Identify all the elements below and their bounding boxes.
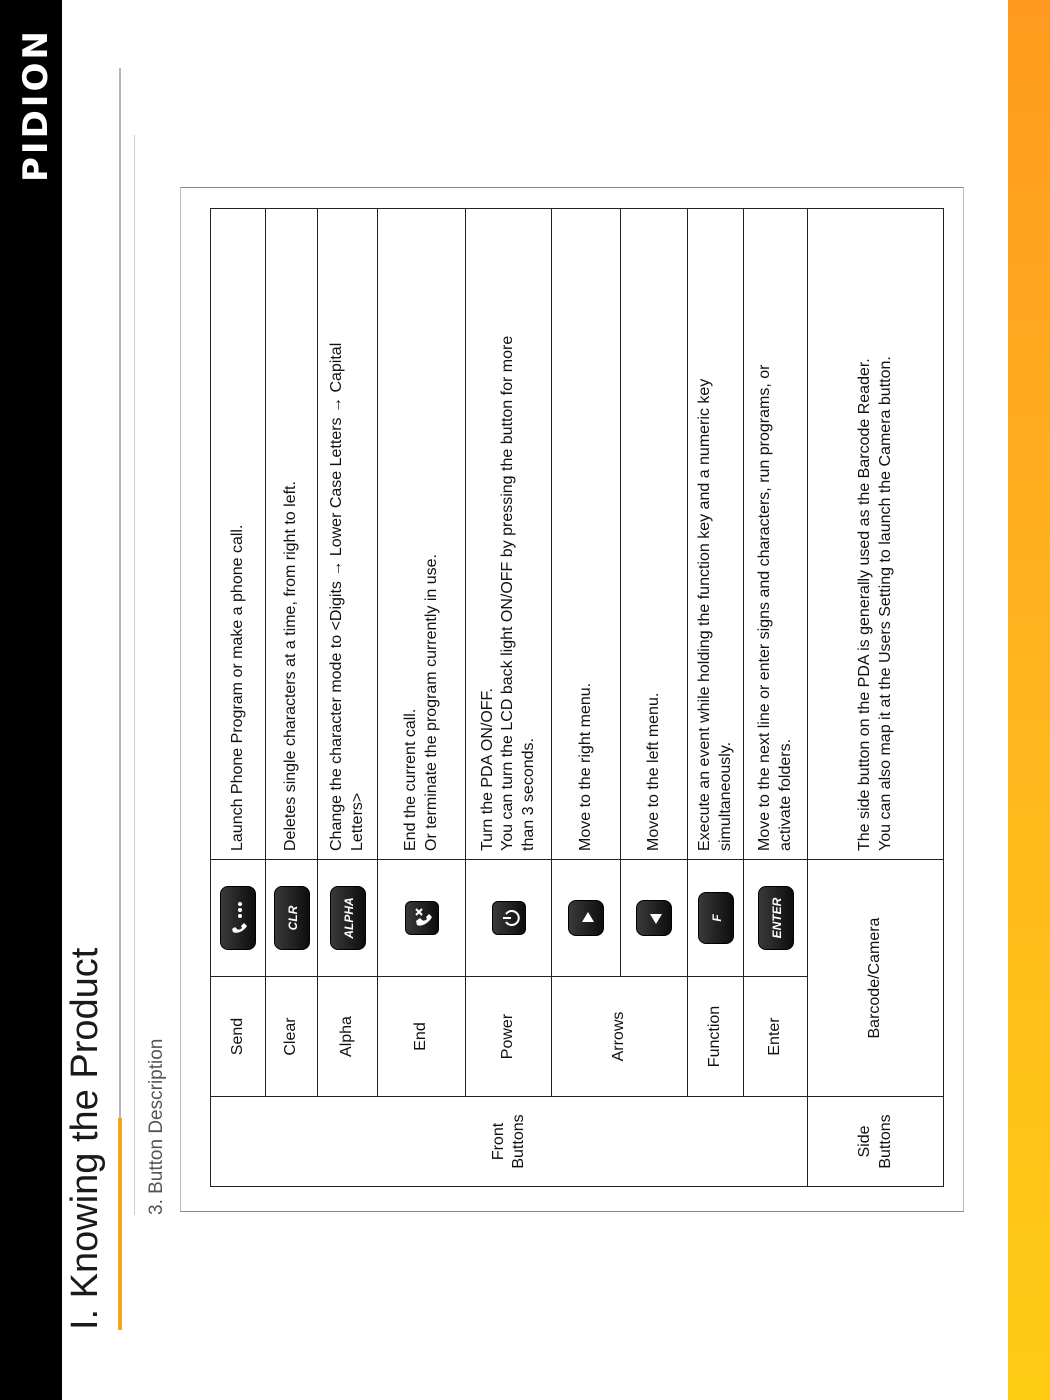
page-title: I. Knowing the Product bbox=[64, 947, 106, 1330]
button-description: Deletes single characters at a time, from right to left. bbox=[266, 209, 318, 860]
group-front-buttons: Front Buttons bbox=[211, 1097, 808, 1187]
button-name: Alpha bbox=[318, 977, 378, 1097]
button-description: Move to the right menu. bbox=[552, 209, 621, 860]
button-description: Launch Phone Program or make a phone call. bbox=[211, 209, 266, 860]
button-description: Turn the PDA ON/OFF. You can turn the LCD back light ON/OFF by pressing the button for more than 3 seconds. bbox=[466, 209, 552, 860]
table-row bbox=[808, 209, 944, 1187]
title-rule bbox=[119, 68, 121, 1118]
clr-key-icon: CLR bbox=[274, 886, 310, 950]
table-row bbox=[466, 209, 552, 1187]
button-name: Clear bbox=[266, 977, 318, 1097]
button-name: Send bbox=[211, 977, 266, 1097]
table-row bbox=[378, 209, 466, 1187]
table-row bbox=[318, 209, 378, 1187]
left-arrow-icon bbox=[636, 900, 672, 936]
button-description: Move to the next line or enter signs and characters, run programs, or activate folders. bbox=[744, 209, 808, 860]
button-description-table bbox=[210, 208, 944, 1187]
table-row bbox=[552, 209, 621, 1187]
table-row bbox=[266, 209, 318, 1187]
phone-call-icon bbox=[220, 886, 256, 950]
function-key-icon: F bbox=[698, 892, 734, 944]
power-icon bbox=[492, 901, 526, 935]
brand-logo: PIDION bbox=[16, 28, 56, 182]
button-name: Arrows bbox=[552, 977, 688, 1097]
end-call-icon bbox=[405, 901, 439, 935]
button-name: Enter bbox=[744, 977, 808, 1097]
button-name: Power bbox=[466, 977, 552, 1097]
button-description: Change the character mode to <Digits → Lower Case Letters → Capital Letters> bbox=[318, 209, 378, 860]
title-accent-line bbox=[118, 1118, 122, 1330]
button-description: The side button on the PDA is generally used as the Barcode Reader. You can also map it at the Users Setting to launch the Camera button. bbox=[808, 209, 944, 860]
button-description: Move to the left menu. bbox=[621, 209, 688, 860]
section-rule bbox=[134, 135, 135, 1215]
right-arrow-icon bbox=[568, 900, 604, 936]
button-description: Execute an event while holding the function key and a numeric key simultaneously. bbox=[688, 209, 744, 860]
enter-key-icon: ENTER bbox=[758, 886, 794, 950]
table-row bbox=[688, 209, 744, 1187]
button-name: Function bbox=[688, 977, 744, 1097]
table-row bbox=[744, 209, 808, 1187]
table-row bbox=[211, 209, 266, 1187]
button-name: End bbox=[378, 977, 466, 1097]
alpha-key-icon: ALPHA bbox=[330, 886, 366, 950]
button-name: Barcode/Camera bbox=[808, 860, 944, 1097]
button-description: End the current call. Or terminate the program currently in use. bbox=[378, 209, 466, 860]
group-side-buttons: Side Buttons bbox=[808, 1097, 944, 1187]
section-title: 3. Button Description bbox=[146, 1038, 167, 1215]
